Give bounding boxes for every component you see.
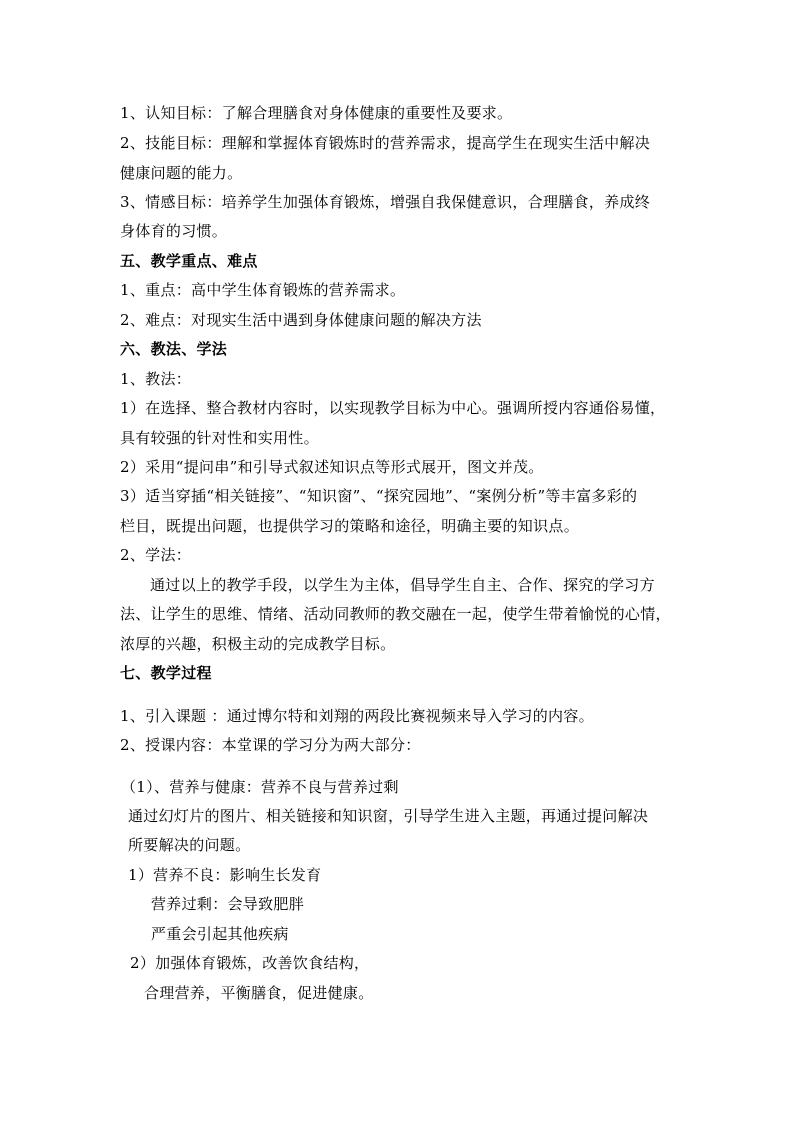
teaching-method-3-cont: 栏目，既提出问题，也提供学习的策略和途径，明确主要的知识点。 [120,517,580,535]
process-content: 2、授课内容：本堂课的学习分为两大部分： [120,736,421,754]
part-1-para-cont: 所要解决的问题。 [128,836,251,854]
teaching-method-1-cont: 具有较强的针对性和实用性。 [120,429,319,447]
objective-affective-cont: 身体育的习惯。 [120,222,228,240]
part-1-title: （1）、营养与健康：营养不良与营养过剩 [121,778,399,796]
objective-skill: 2、技能目标：理解和掌握体育锻炼时的营养需求，提高学生在现实生活中解决 [120,134,651,152]
objective-skill-cont: 健康问题的能力。 [120,164,243,182]
key-point: 1、重点：高中学生体育锻炼的营养需求。 [120,281,406,299]
teaching-method-1: 1）在选择、整合教材内容时，以实现教学目标为中心。强调所授内容通俗易懂， [120,399,666,417]
teaching-method-label: 1、教法： [120,370,192,388]
part-1-item-2: 2）加强体育锻炼，改善饮食结构， [130,954,370,972]
section-heading-key-points: 五、教学重点、难点 [120,252,258,270]
teaching-method-2: 2）采用“提问串”和引导式叙述知识点等形式展开，图文并茂。 [120,458,544,476]
part-1-item-1-sub-2: 严重会引起其他疾病 [151,925,289,943]
difficult-point: 2、难点：对现实生活中遇到身体健康问题的解决方法 [120,311,482,329]
section-heading-methods: 六、教法、学法 [120,340,228,358]
learning-method-para-cont-2: 浓厚的兴趣，积极主动的完成教学目标。 [120,635,396,653]
learning-method-label: 2、学法： [120,546,192,564]
learning-method-para-cont-1: 法、让学生的思维、情绪、活动同教师的教交融在一起，使学生带着愉悦的心情， [120,605,671,623]
part-1-item-2-cont: 合理营养，平衡膳食，促进健康。 [144,984,374,1002]
learning-method-para: 通过以上的教学手段，以学生为主体，倡导学生自主、合作、探究的学习方 [150,576,655,594]
section-heading-process: 七、教学过程 [120,664,212,682]
part-1-item-1: 1）营养不良：影响生长发育 [128,866,322,884]
process-intro: 1、引入课题 ：通过博尔特和刘翔的两段比赛视频来导入学习的内容。 [120,707,594,725]
part-1-item-1-sub-1: 营养过剩：会导致肥胖 [151,895,305,913]
part-1-para: 通过幻灯片的图片、相关链接和知识窗，引导学生进入主题，再通过提问解决 [128,807,649,825]
objective-cognitive: 1、认知目标：了解合理膳食对身体健康的重要性及要求。 [120,104,513,122]
teaching-method-3: 3）适当穿插“相关链接”、“知识窗”、“探究园地”、“案例分析”等丰富多彩的 [120,487,638,505]
objective-affective: 3、情感目标：培养学生加强体育锻炼，增强自我保健意识，合理膳食，养成终 [120,193,651,211]
